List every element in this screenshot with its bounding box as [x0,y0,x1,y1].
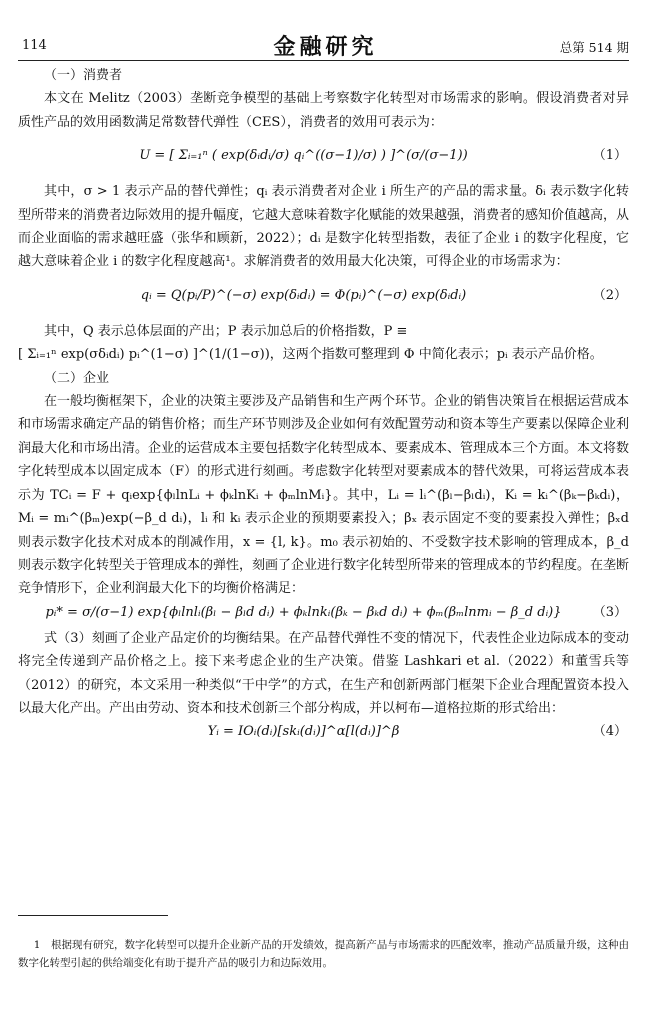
paragraph: 其中，σ > 1 表示产品的替代弹性；qᵢ 表示消费者对企业 i 所生产的产品的需求量。δᵢ 表示数字化转型所带来的消费者边际效用的提升幅度，它越大意味着数字化赋能的效果越强，消费者的感知价值越高，从而企业面临的需求越旺盛（张华和顾新，2022）；dᵢ 是数字化转型指数，表征了企业 i 的数字化程度，它越大意味着企业 i 的数字化程度越高¹。求解消费者的效用最大化决策，可得企业的市场需求为： [18,184,630,270]
equation-number: （3） [592,604,627,620]
page-number: 114 [22,38,47,53]
issue-number: 总第 514 期 [559,40,629,55]
equation-body: qᵢ = Q(pᵢ/P)^(−σ) exp(δᵢdᵢ) = Φ(pᵢ)^(−σ) exp(δᵢdᵢ) [140,287,467,303]
equation-number: （1） [592,148,627,164]
footnote-rule [18,915,168,916]
header-rule [18,60,629,61]
section-heading-firm: （二）企业 [44,370,110,386]
equation-body: pᵢ* = σ/(σ−1) exp{ϕₗlnlᵢ(βₗ − βₗd dᵢ) + ϕₖlnkᵢ(βₖ − βₖd dᵢ) + ϕₘ(βₘlnmᵢ − β_d dᵢ)} [45,604,562,620]
paragraph: 在一般均衡框架下，企业的决策主要涉及产品销售和生产两个环节。企业的销售决策旨在根据运营成本和市场需求确定产品的销售价格；而生产环节则涉及企业如何有效配置劳动和资本等生产要素以保障企业利润最大化和市场出清。企业的运营成本主要包括数字化转型成本、要素成本、管理成本三个方面。本文将数字化转型成本以固定成本（F）的形式进行刻画。考虑数字化转型对要素成本的替代效果，可将运营成本表示为 TCᵢ = F + qᵢexp{ϕₗlnLᵢ + ϕₖlnKᵢ + ϕₘlnMᵢ}。其中，Lᵢ = lᵢ^(βₗ−βₗdᵢ)，Kᵢ = kᵢ^(βₖ−βₖdᵢ)，Mᵢ = mᵢ^(βₘ)exp(−β_d dᵢ)，lᵢ 和 kᵢ 表示企业的预期要素投入；βₓ 表示固定不变的要素投入弹性；βₓd 则表示数字化技术对成本的削减作用，x = {l, k}。m₀ 表示初始的、不受数字技术影响的管理成本，β_d 则表示数字化转型关于管理成本的弹性，刻画了企业进行数字化转型所带来的管理成本的节约程度。在垄断竞争情形下，企业利润最大化下的均衡价格满足： [18,394,630,597]
equation-1 [18,134,629,180]
running-header [22,30,629,58]
article-body [18,64,629,746]
paragraph-continued: [ Σᵢ₌₁ⁿ exp(σδᵢdᵢ) pᵢ^(1−σ) ]^(1/(1−σ))，这两个指数可整理到 Φ 中简化表示；pᵢ 表示产品价格。 [18,347,603,363]
section-heading-consumer: （一）消费者 [44,68,123,83]
paragraph: 式（3）刻画了企业产品定价的均衡结果。在产品替代弹性不变的情况下，代表性企业边际成本的变动将完全传递到产品价格之上。接下来考虑企业的生产决策。借鉴 Lashkari et al.（2022）和董雪兵等（2012）的研究，本文采用一种类似“干中学”的方式，在生产和创新两部门框架下企业合理配置资本投入以最大化产出。产出由劳动、资本和技术创新三个部分构成，并以柯布—道格拉斯的形式给出： [18,630,629,716]
equation-body: Yᵢ = IOᵢ(dᵢ)[skᵢ(dᵢ)]^α[l(dᵢ)]^β [207,724,400,740]
paragraph: 其中，Q 表示总体层面的产出；P 表示加总后的价格指数，P ≡ [44,323,408,339]
equation-number: （2） [592,287,627,303]
paragraph: 本文在 Melitz（2003）垄断竞争模型的基础上考察数字化转型对市场需求的影响。假设消费者对异质性产品的效用函数满足常数替代弹性（CES），消费者的效用可表示为： [18,91,629,130]
equation-2 [18,274,629,320]
journal-title: 金融研究 [273,34,378,60]
footnote: 1 根据现有研究，数字化转型可以提升企业新产品的开发绩效，提高新产品与市场需求的匹配效率，推动产品质量升级，这种由数字化转型引起的供给端变化有助于提升产品的吸引力和边际效用。 [18,939,629,969]
equation-4 [18,720,629,746]
equation-number: （4） [592,724,627,740]
equation-3 [18,601,629,627]
equation-body: U = [ Σᵢ₌₁ⁿ ( exp(δᵢdᵢ/σ) qᵢ^((σ−1)/σ) ) ]^(σ/(σ−1)) [139,148,468,164]
